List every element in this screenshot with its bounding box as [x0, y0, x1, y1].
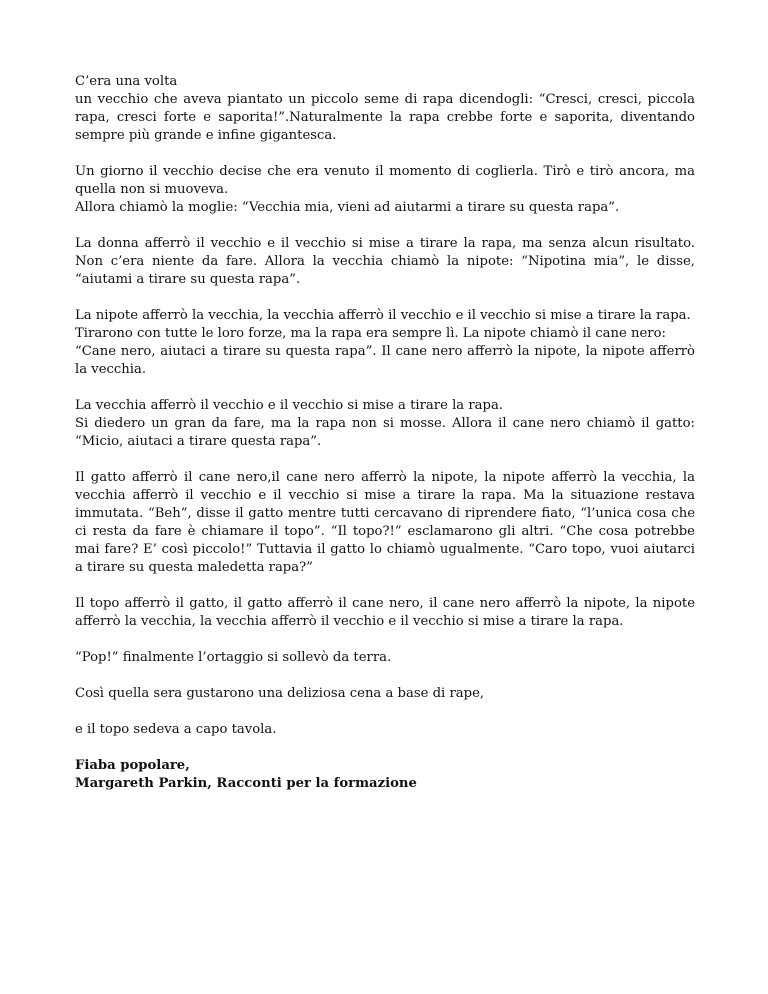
paragraph-6	[75, 469, 695, 577]
paragraph-2	[75, 163, 695, 217]
signature-block	[75, 757, 695, 793]
paragraph-4	[75, 307, 695, 379]
paragraph-1	[75, 73, 695, 145]
paragraph-text: Il topo afferrò il gatto, il gatto afferrò il cane nero, il cane nero afferrò la nipote, la nipote afferrò la vecchia, la vecchia afferrò il vecchio e il vecchio si mise a tirare la rapa.	[75, 596, 695, 629]
paragraph-text: La vecchia afferrò il vecchio e il vecchio si mise a tirare la rapa.	[75, 398, 504, 413]
signature-author	[75, 775, 695, 793]
paragraph-10	[75, 721, 695, 739]
paragraph-5	[75, 397, 695, 451]
paragraph-text: “Pop!” finalmente l’ortaggio si sollevò da terra.	[75, 650, 392, 665]
paragraph-text: un vecchio che aveva piantato un piccolo seme di rapa dicendogli: “Cresci, cresci, piccola rapa, cresci forte e saporita!”.Naturalmente la rapa crebbe forte e saporita, diventando sempre più grande e infine gigantesca.	[75, 92, 695, 143]
signature-author-text: Margareth Parkin, Racconti per la formazion	[75, 776, 409, 791]
signature-author-last-letter: e	[408, 776, 417, 791]
paragraph-text: Un giorno il vecchio decise che era venuto il momento di coglierla. Tirò e tirò ancora, ma quella non si muoveva.	[75, 164, 695, 197]
paragraph-7	[75, 595, 695, 631]
paragraph-text: La nipote afferrò la vecchia, la vecchia afferrò il vecchio e il vecchio si mise a tirare la rapa.	[75, 308, 691, 323]
signature-source: Fiaba popolare,	[75, 758, 190, 773]
paragraph-3	[75, 235, 695, 289]
paragraph-text: “Il topo?!” esclamarono gli altri. “Che cosa potrebbe mai fare? E’ così piccolo!” Tuttavia il gatto lo chiamò ugualmente. “Caro topo, vuoi aiutarci a tirare su questa maledetta rapa?”	[75, 524, 695, 575]
story-opening: C’era una volta	[75, 74, 178, 89]
paragraph-text: e il topo sedeva a capo tavola.	[75, 722, 277, 737]
paragraph-text: Così quella sera gustarono una deliziosa cena a base di rape,	[75, 686, 485, 701]
paragraph-text: “Beh”, disse il gatto mentre tutti cercavano di riprendere fiato, “l’unica cosa che ci resta da fare è chiamare il topo”.	[75, 506, 695, 539]
document-page	[75, 73, 695, 793]
paragraph-text: “Cane nero, aiutaci a tirare su questa rapa”. Il cane nero afferrò la nipote, la nipote afferrò la vecchia.	[75, 344, 695, 377]
paragraph-text: La donna afferrò il vecchio e il vecchio si mise a tirare la rapa, ma senza alcun risultato. Non c’era niente da fare. Allora la vecchia chiamò la nipote: “Nipotina mia”, le disse, “aiutami a tirare su questa rapa”.	[75, 236, 695, 287]
paragraph-text: Tirarono con tutte le loro forze, ma la rapa era sempre lì. La nipote chiamò il cane nero:	[75, 326, 666, 341]
paragraph-text: Il gatto afferrò il cane nero,il cane nero afferrò la nipote, la nipote afferrò la vecchia, la vecchia afferrò il vecchio e il vecchio si mise a tirare la rapa. Ma la situazione restava immutata.	[75, 470, 695, 521]
paragraph-8	[75, 649, 695, 667]
paragraph-text: Si diedero un gran da fare, ma la rapa non si mosse. Allora il cane nero chiamò il gatto: “Micio, aiutaci a tirare questa rapa”.	[75, 416, 695, 449]
paragraph-9	[75, 685, 695, 703]
paragraph-text: Allora chiamò la moglie: “Vecchia mia, vieni ad aiutarmi a tirare su questa rapa”.	[75, 200, 620, 215]
